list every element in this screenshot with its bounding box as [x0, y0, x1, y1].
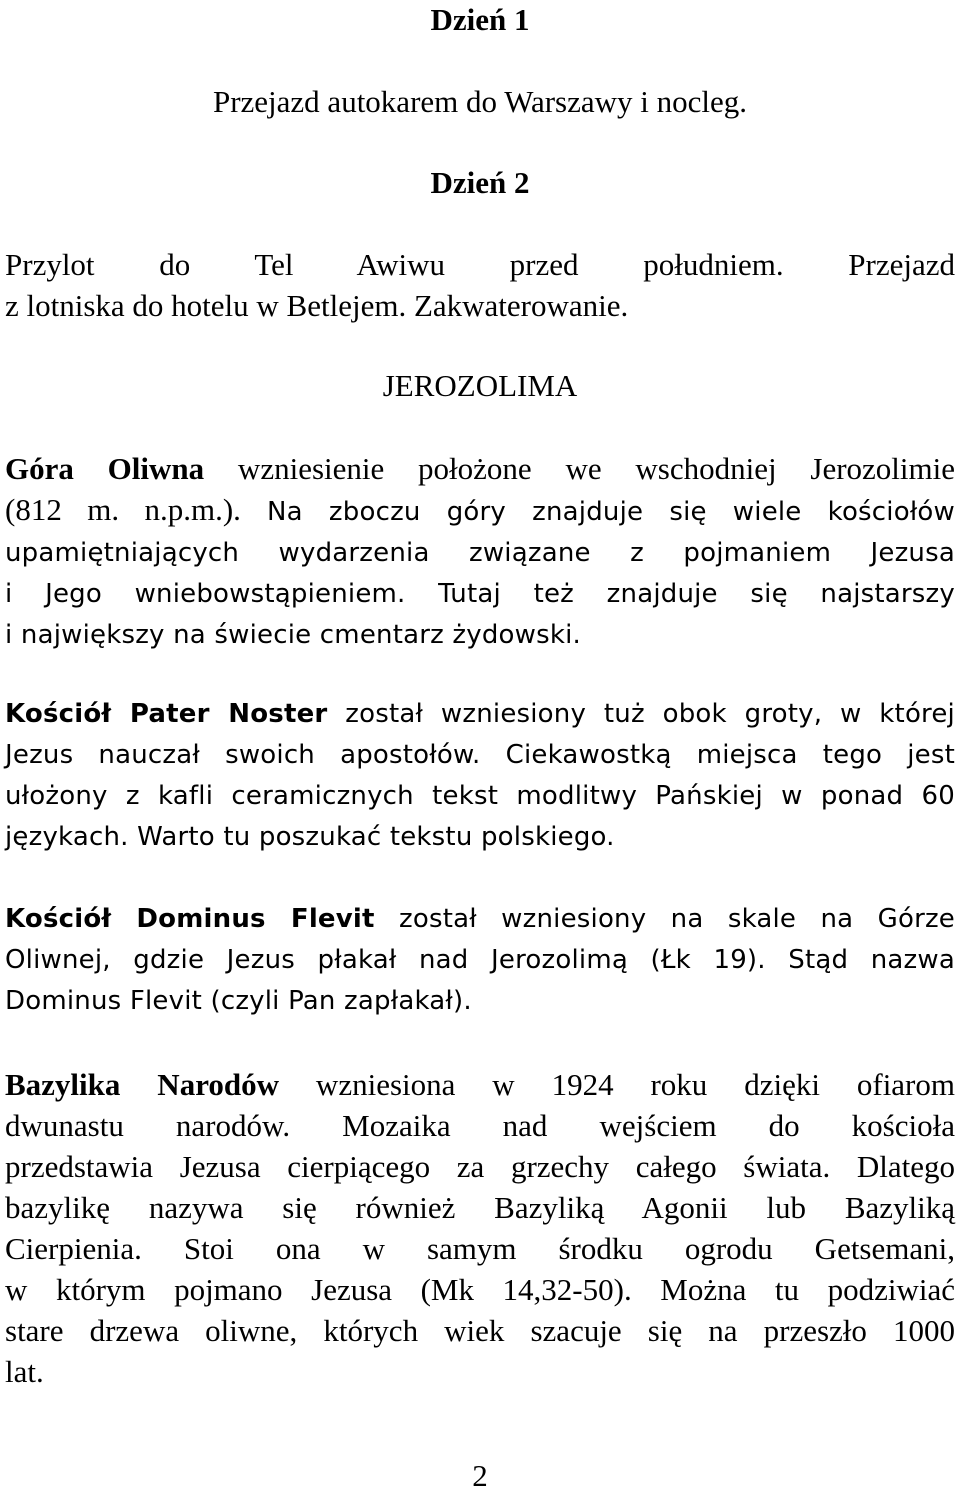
dominus-flevit-line: Oliwnej, gdzie Jezus płakał nad Jerozolimą (Łk 19). Stąd nazwa [5, 945, 955, 975]
pater-noster-paragraph [5, 694, 955, 858]
gora-oliwna-title: Góra Oliwna [5, 451, 205, 486]
bazylika-narodow-line: bazylikę nazywa się również Bazyliką Agonii lub Bazyliką [5, 1190, 955, 1225]
day2-paragraph [5, 244, 955, 326]
day2-line: z lotniska do hotelu w Betlejem. Zakwaterowanie. [5, 288, 629, 323]
bazylika-narodow-line: lat. [5, 1354, 44, 1389]
day1-heading: Dzień 1 [430, 2, 530, 37]
dominus-flevit-title: Kościół Dominus Flevit [5, 904, 375, 934]
pater-noster-line: Jezus nauczał swoich apostołów. Ciekawostką miejsca tego jest [5, 740, 955, 770]
pater-noster-line: Kościół Pater Noster został wzniesiony tuż obok groty, w której [5, 699, 955, 729]
bazylika-narodow-line: Bazylika Narodów wzniesiona w 1924 roku dzięki ofiarom [5, 1067, 955, 1102]
gora-oliwna-paragraph [5, 448, 955, 656]
page-number: 2 [472, 1458, 488, 1493]
gora-oliwna-line: i Jego wniebowstąpieniem. Tutaj też znajduje się najstarszy [5, 579, 955, 609]
day1-text: Przejazd autokarem do Warszawy i nocleg. [212, 84, 748, 119]
bazylika-narodow-title: Bazylika Narodów [5, 1067, 280, 1102]
bazylika-narodow-line: dwunastu narodów. Mozaika nad wejściem do kościoła [5, 1108, 955, 1143]
gora-oliwna-line: upamiętniających wydarzenia związane z pojmaniem Jezusa [5, 538, 955, 568]
gora-oliwna-line: i największy na świecie cmentarz żydowski. [5, 620, 582, 650]
gora-oliwna-line: Góra Oliwna wzniesienie położone we wschodniej Jerozolimie [5, 451, 956, 486]
dominus-flevit-line: Dominus Flevit (czyli Pan zapłakał). [5, 986, 472, 1016]
dominus-flevit-line: Kościół Dominus Flevit został wzniesiony na skale na Górze [5, 904, 955, 934]
bazylika-narodow-paragraph [5, 1064, 955, 1392]
day2-line: Przylot do Tel Awiwu przed południem. Przejazd [5, 247, 955, 282]
bazylika-narodow-line: w którym pojmano Jezusa (Mk 14,32-50). Można tu podziwiać [5, 1272, 955, 1307]
bazylika-narodow-line: Cierpienia. Stoi ona w samym środku ogrodu Getsemani, [5, 1231, 955, 1266]
pater-noster-line: językach. Warto tu poszukać tekstu polskiego. [5, 822, 615, 852]
city-heading: JEROZOLIMA [382, 368, 578, 403]
bazylika-narodow-line: przedstawia Jezusa cierpiącego za grzechy całego świata. Dlatego [5, 1149, 955, 1184]
dominus-flevit-paragraph [5, 899, 955, 1022]
pater-noster-line: ułożony z kafli ceramicznych tekst modlitwy Pańskiej w ponad 60 [5, 781, 955, 811]
pater-noster-title: Kościół Pater Noster [5, 699, 328, 729]
gora-oliwna-line: (812 m. n.p.m.). Na zboczu góry znajduje się wiele kościołów [5, 492, 955, 527]
day2-heading: Dzień 2 [430, 165, 530, 200]
bazylika-narodow-line: stare drzewa oliwne, których wiek szacuje się na przeszło 1000 [5, 1313, 955, 1348]
